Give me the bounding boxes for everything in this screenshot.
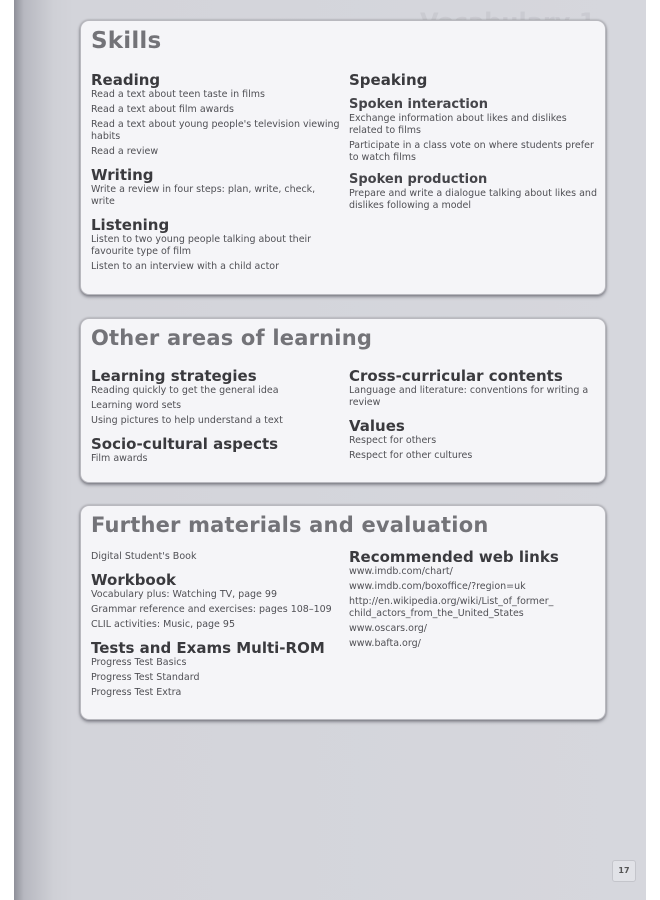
other-areas-title: Other areas of learning <box>91 326 373 350</box>
values-item: Respect for others <box>349 435 437 446</box>
spoken-production-item: Prepare and write a dialogue talking about likes and dislikes following a model <box>349 188 597 211</box>
other-areas-left-column <box>91 367 341 465</box>
further-materials-card <box>80 505 606 720</box>
reading-item: Read a text about teen taste in films <box>91 89 265 100</box>
spoken-interaction-item: Participate in a class vote on where students prefer to watch films <box>349 140 594 163</box>
digital-students-book: Digital Student's Book <box>91 551 197 562</box>
learning-strategies-item: Reading quickly to get the general idea <box>91 385 279 396</box>
writing-item: Write a review in four steps: plan, write, check, write <box>91 184 316 207</box>
web-links-heading: Recommended web links <box>349 548 559 566</box>
web-link[interactable]: www.oscars.org/ <box>349 623 427 634</box>
tests-item: Progress Test Extra <box>91 687 182 698</box>
web-link[interactable]: www.imdb.com/boxoffice/?region=uk <box>349 581 526 592</box>
skills-title: Skills <box>91 28 162 54</box>
listening-item: Listen to an interview with a child actor <box>91 261 280 272</box>
tests-item: Progress Test Basics <box>91 657 187 668</box>
socio-cultural-heading: Socio-cultural aspects <box>91 435 279 453</box>
speaking-heading: Speaking <box>349 71 428 89</box>
values-heading: Values <box>349 417 405 435</box>
workbook-item: Vocabulary plus: Watching TV, page 99 <box>91 589 278 600</box>
listening-heading: Listening <box>91 216 170 234</box>
reading-heading: Reading <box>91 71 161 89</box>
further-materials-title: Further materials and evaluation <box>91 513 489 537</box>
listening-item: Listen to two young people talking about their favourite type of film <box>91 234 312 257</box>
tests-heading: Tests and Exams Multi-ROM <box>91 639 325 657</box>
workbook-item: CLIL activities: Music, page 95 <box>91 619 235 630</box>
cross-curricular-heading: Cross-curricular contents <box>349 367 563 385</box>
reading-item: Read a review <box>91 146 159 157</box>
skills-card <box>80 20 606 295</box>
web-link[interactable]: www.bafta.org/ <box>349 638 421 649</box>
workbook-heading: Workbook <box>91 571 177 589</box>
other-areas-right-column <box>349 367 599 462</box>
spoken-production-heading: Spoken production <box>349 172 488 187</box>
web-link[interactable]: http://en.wikipedia.org/wiki/List_of_former_ child_actors_from_the_United_States <box>349 596 554 619</box>
skills-right-column <box>349 71 599 212</box>
other-areas-card <box>80 318 606 483</box>
learning-strategies-item: Using pictures to help understand a text <box>91 415 283 426</box>
spoken-interaction-item: Exchange information about likes and dislikes related to films <box>349 113 567 136</box>
socio-cultural-item: Film awards <box>91 453 148 464</box>
learning-strategies-heading: Learning strategies <box>91 367 257 385</box>
workbook-item: Grammar reference and exercises: pages 108–109 <box>91 604 332 615</box>
further-left-column <box>91 551 341 699</box>
cross-curricular-item: Language and literature: conventions for writing a review <box>349 385 589 408</box>
tests-item: Progress Test Standard <box>91 672 200 683</box>
scan-left-margin <box>0 0 14 900</box>
further-right-column <box>349 548 599 650</box>
reading-item: Read a text about young people's television viewing habits <box>91 119 340 142</box>
skills-left-column <box>91 71 341 273</box>
scan-right-margin <box>646 0 660 900</box>
spoken-interaction-heading: Spoken interaction <box>349 97 488 112</box>
page-number: 17 <box>612 860 636 882</box>
web-link[interactable]: www.imdb.com/chart/ <box>349 566 453 577</box>
writing-heading: Writing <box>91 166 154 184</box>
reading-item: Read a text about film awards <box>91 104 234 115</box>
learning-strategies-item: Learning word sets <box>91 400 182 411</box>
values-item: Respect for other cultures <box>349 450 473 461</box>
